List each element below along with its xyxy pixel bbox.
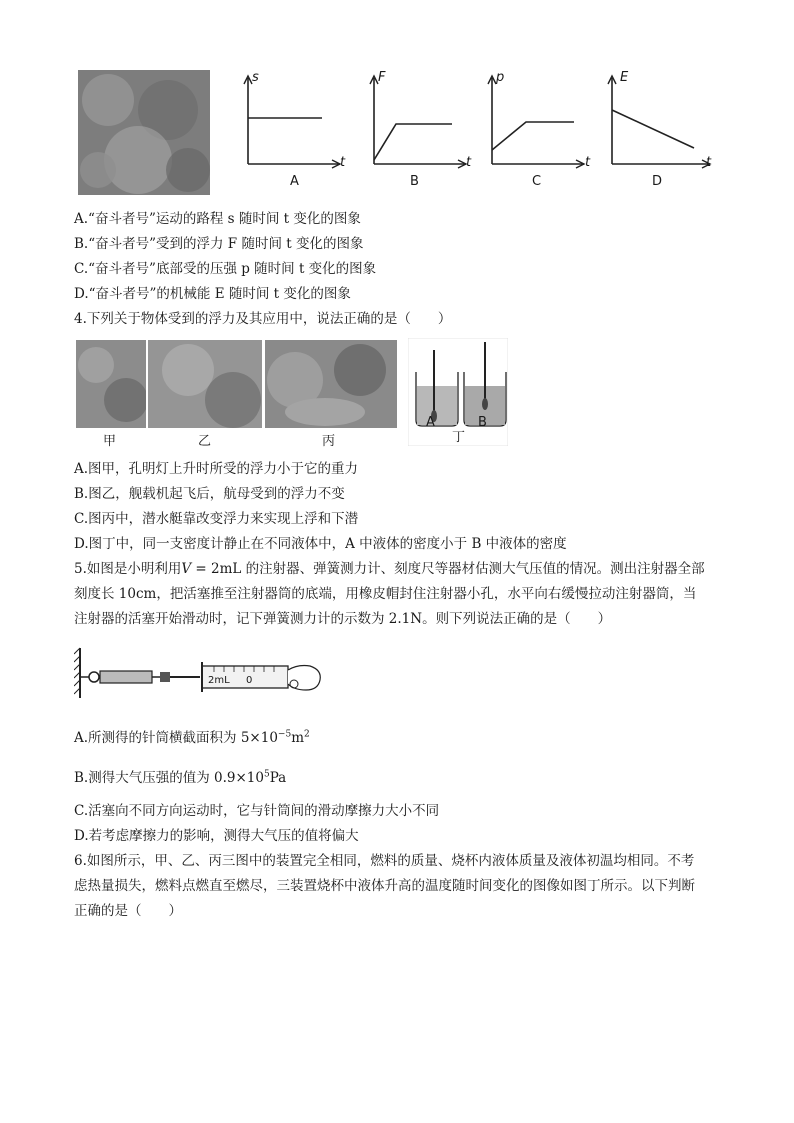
graph-c-ylabel: p <box>496 70 505 85</box>
photo-yi-aircraft-carrier <box>148 340 262 428</box>
caption-jia: 甲 <box>103 434 117 449</box>
graph-d-xlabel: t <box>706 155 712 170</box>
q5-option-b <box>74 768 286 788</box>
q4-option-a: A.图甲，孔明灯上升时所受的浮力小于它的重力 <box>74 461 359 477</box>
q4-option-d: D.图丁中，同一支密度计静止在不同液体中，A 中液体的密度小于 B 中液体的密度 <box>74 536 567 552</box>
graph-c-caption: C <box>532 174 542 189</box>
q5-option-c: C.活塞向不同方向运动时，它与针筒间的滑动摩擦力大小不同 <box>74 803 440 819</box>
q5-option-a-unit-exponent: 2 <box>304 729 310 740</box>
q5-stem-line-3: 注射器的活塞开始滑动时，记下弹簧测力计的示数为 2.1N。则下列说法正确的是（ ） <box>74 611 612 627</box>
q5-option-b-unit: Pa <box>269 770 287 786</box>
graph-a-s-t <box>236 72 348 172</box>
graph-b-caption: B <box>410 174 419 189</box>
deep-sea-photo <box>78 70 210 195</box>
q5-option-b-exponent: 5 <box>263 769 270 780</box>
q5-option-b-text: B.测得大气压强的值为 0.9×10 <box>74 770 264 786</box>
graph-b-ylabel: F <box>378 70 386 85</box>
photo-bing-submarine <box>265 340 397 428</box>
q3-option-d: D.“奋斗者号”的机械能 E 随时间 t 变化的图象 <box>74 286 351 302</box>
q3-option-a: A.“奋斗者号”运动的路程 s 随时间 t 变化的图象 <box>74 211 361 227</box>
q5-option-d: D.若考虑摩擦力的影响，测得大气压的值将偏大 <box>74 828 359 844</box>
q6-stem-line-2: 虑热量损失，燃料点燃直至燃尽，三装置烧杯中液体升高的温度随时间变化的图像如图丁所示。以下判断 <box>74 878 695 894</box>
beaker-b-label: B <box>478 415 487 430</box>
graph-b-f-t <box>362 72 474 172</box>
graph-c-xlabel: t <box>585 155 591 170</box>
q5-option-a-exponent: −5 <box>277 729 292 740</box>
graph-a-ylabel: s <box>252 70 259 85</box>
q3-option-b: B.“奋斗者号”受到的浮力 F 随时间 t 变化的图象 <box>74 236 364 252</box>
q5-stem-line-2: 刻度长 10cm，把活塞推至注射器筒的底端，用橡皮帽封住注射器小孔，水平向右缓慢拉动注射器筒，当 <box>74 586 697 602</box>
graph-b-xlabel: t <box>466 155 472 170</box>
graph-d-ylabel: E <box>620 70 629 85</box>
syringe-label-zero: 0 <box>246 675 253 686</box>
graph-d-caption: D <box>652 174 663 189</box>
graph-a-caption: A <box>290 174 299 189</box>
q4-option-b: B.图乙，舰载机起飞后，航母受到的浮力不变 <box>74 486 345 502</box>
q6-stem-line-1: 6.如图所示，甲、乙、丙三图中的装置完全相同，燃料的质量、烧杯内液体质量及液体初温均相同。不考 <box>74 853 695 869</box>
q6-stem-line-3: 正确的是（ ） <box>74 903 182 919</box>
caption-yi: 乙 <box>198 434 212 449</box>
beaker-a-label: A <box>426 415 435 430</box>
q3-option-c: C.“奋斗者号”底部受的压强 p 随时间 t 变化的图象 <box>74 261 377 277</box>
q5-option-a-text: A.所测得的针筒横截面积为 5×10 <box>74 730 278 746</box>
syringe-experiment-diagram <box>74 644 324 704</box>
photo-jia-sky-lantern <box>76 340 146 428</box>
graph-d-e-t <box>600 72 718 172</box>
graph-a-xlabel: t <box>340 155 346 170</box>
syringe-label-2ml: 2mL <box>208 675 230 686</box>
caption-bing: 丙 <box>322 434 336 449</box>
graph-c-p-t <box>480 72 592 172</box>
q5-option-a-unit: m <box>291 730 305 746</box>
photo-texture <box>78 70 210 195</box>
caption-ding: 丁 <box>452 430 466 445</box>
q5-option-a <box>74 728 310 748</box>
q4-stem: 4.下列关于物体受到的浮力及其应用中，说法正确的是（ ） <box>74 311 452 327</box>
q5-stem-line-1: 5.如图是小明利用𝑉 = 2mL 的注射器、弹簧测力计、刻度尺等器材估测大气压值的情况。测出注射器全部 <box>74 561 705 577</box>
q4-option-c: C.图丙中，潜水艇靠改变浮力来实现上浮和下潜 <box>74 511 359 527</box>
